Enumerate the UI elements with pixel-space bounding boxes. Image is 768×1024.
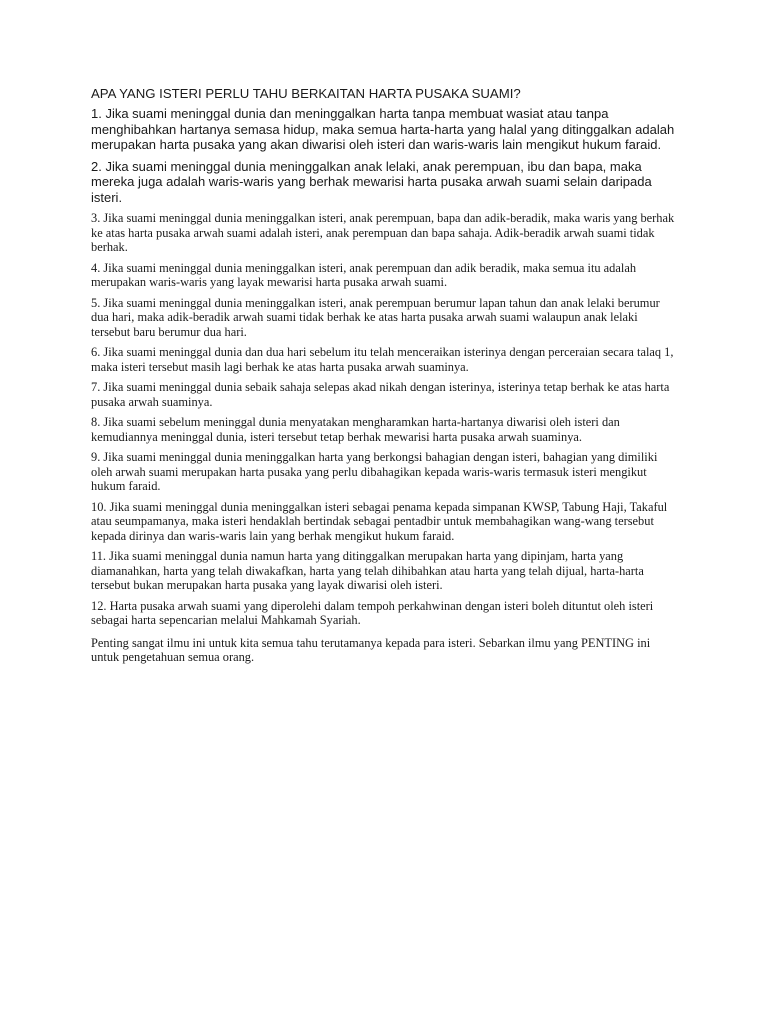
paragraph-8: 8. Jika suami sebelum meninggal dunia menyatakan mengharamkan harta-hartanya diwarisi oleh isteri dan kemudiannya meninggal dunia, isteri tersebut tetap berhak mewarisi harta pusaka arwah suaminya. xyxy=(91,415,620,444)
paragraph-10: 10. Jika suami meninggal dunia meninggalkan isteri sebagai penama kepada simpanan KWSP, Tabung Haji, Takaful atau seumpamanya, maka isteri hendaklah bertindak sebagai pentadbir untuk membahagikan wang-wang tersebut kepada dirinya dan waris-waris lain yang berhak mengikut hukum faraid. xyxy=(91,499,668,543)
closing-paragraph: Penting sangat ilmu ini untuk kita semua tahu terutamanya kepada para isteri. Sebarkan ilmu yang PENTING ini untuk pengetahuan semua orang. xyxy=(91,635,651,664)
document-page xyxy=(91,86,677,665)
paragraph-6: 6. Jika suami meninggal dunia dan dua hari sebelum itu telah menceraikan isterinya dengan perceraian secara talaq 1, maka isteri tersebut masih lagi berhak ke atas harta pusaka arwah suaminya. xyxy=(91,345,674,374)
paragraph-7: 7. Jika suami meninggal dunia sebaik sahaja selepas akad nikah dengan isterinya, isterinya tetap berhak ke atas harta pusaka arwah suaminya. xyxy=(91,380,670,409)
paragraph-11: 11. Jika suami meninggal dunia namun harta yang ditinggalkan merupakan harta yang dipinjam, harta yang diamanahkan, harta yang telah diwakafkan, harta yang telah dihibahkan atau harta yang telah dijual, harta-harta tersebut bukan merupakan harta pusaka yang layak diwarisi oleh isteri. xyxy=(91,549,644,592)
paragraph-9: 9. Jika suami meninggal dunia meninggalkan harta yang berkongsi bahagian dengan isteri, bahagian yang dimiliki oleh arwah suami merupakan harta pusaka yang perlu dibahagikan kepada waris-waris termasuk isteri mengikut hukum faraid. xyxy=(91,450,658,493)
paragraph-4: 4. Jika suami meninggal dunia meninggalkan isteri, anak perempuan dan adik beradik, maka semua itu adalah merupakan waris-waris yang layak mewarisi harta pusaka arwah suami. xyxy=(91,260,637,289)
paragraph-12: 12. Harta pusaka arwah suami yang diperolehi dalam tempoh perkahwinan dengan isteri boleh dituntut oleh isteri sebagai harta sepencarian melalui Mahkamah Syariah. xyxy=(91,598,654,627)
paragraph-3: 3. Jika suami meninggal dunia meninggalkan isteri, anak perempuan, bapa dan adik-beradik, maka waris yang berhak ke atas harta pusaka arwah suami adalah isteri, anak perempuan dan bapa sahaja. Adik-beradik arwah suami tidak berhak. xyxy=(91,211,675,254)
document-title: APA YANG ISTERI PERLU TAHU BERKAITAN HARTA PUSAKA SUAMI? xyxy=(91,86,521,101)
paragraph-1: 1. Jika suami meninggal dunia dan meninggalkan harta tanpa membuat wasiat atau tanpa menghibahkan hartanya semasa hidup, maka semua harta-harta yang halal yang ditinggalkan adalah merupakan harta pusaka yang akan diwarisi oleh isteri dan waris-waris lain mengikut hukum faraid. xyxy=(91,106,675,152)
paragraph-5: 5. Jika suami meninggal dunia meninggalkan isteri, anak perempuan berumur lapan tahun dan anak lelaki berumur dua hari, maka adik-beradik arwah suami tidak berhak ke atas harta pusaka arwah suami walaupun anak lelaki tersebut baru berumur dua hari. xyxy=(91,295,660,339)
paragraph-2: 2. Jika suami meninggal dunia meninggalkan anak lelaki, anak perempuan, ibu dan bapa, maka mereka juga adalah waris-waris yang berhak mewarisi harta pusaka arwah suami selain daripada isteri. xyxy=(91,158,652,205)
